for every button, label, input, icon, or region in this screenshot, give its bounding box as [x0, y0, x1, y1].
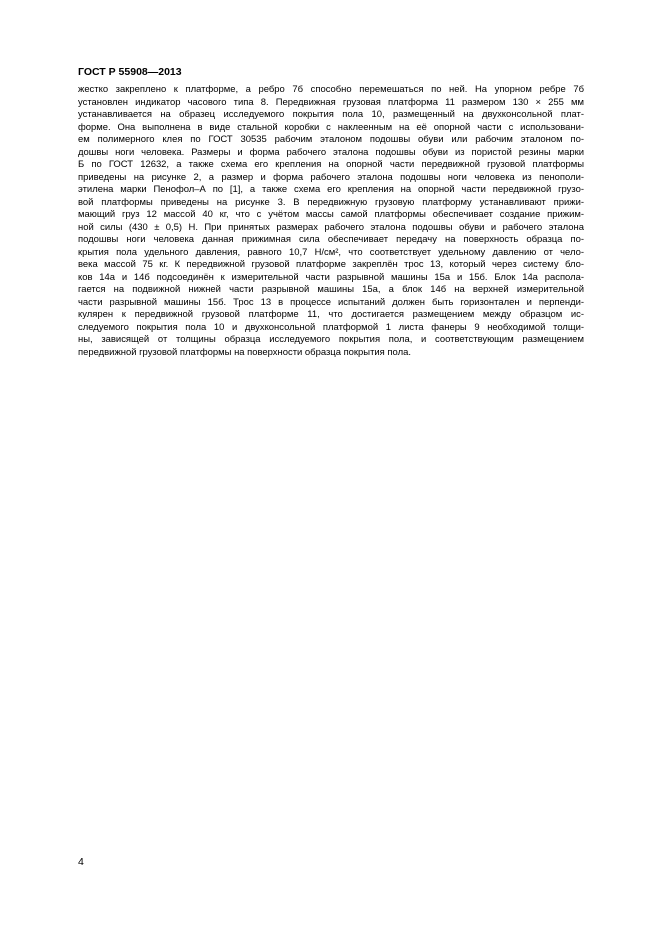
- text-line: ны, зависящей от толщины образца исследуемого покрытия пола, и соответствующим размещением: [78, 334, 584, 345]
- text-line: передвижной грузовой платформы на поверхности образца покрытия пола.: [78, 346, 411, 358]
- text-line: дошвы ноги человека. Размеры и форма рабочего эталона подошвы обуви из пористой резины марки: [78, 146, 584, 158]
- text-line: приведены на рисунке 2, а размер и форма рабочего эталона подошвы ноги человека из пенополи-: [78, 171, 584, 183]
- text-line: части разрывной машины 15б. Трос 13 в процессе испытаний должен быть горизонтален и перпенди-: [78, 296, 584, 308]
- text-line: мающий груз 12 массой 40 кг, что с учётом массы самой платформы обеспечивает создание прижим-: [78, 209, 584, 220]
- text-line: устанавливается на образец исследуемого покрытия пола 10, размещенный на двухконсольной плат-: [78, 109, 584, 120]
- text-line: подошвы ноги человека данная прижимная сила обеспечивает передачу на поверхность образца по-: [78, 234, 584, 245]
- text-line: жестко закреплено к платформе, а ребро 7б способно перемешаться по ней. На упорном ребре 7б: [78, 84, 584, 95]
- text-line: ков 14а и 14б подсоединён к измерительной части разрывной машины 15а и 15б. Блок 14а распола-: [78, 271, 584, 283]
- text-line: этилена марки Пенофол–А по [1], а также схема его крепления на опорной части передвижной грузо-: [78, 184, 584, 195]
- body-paragraph: [78, 84, 584, 359]
- text-line: крытия пола удельного давления, равного 10,7 Н/см², что соответствует удельному давлению от чело-: [78, 246, 584, 258]
- text-line: установлен индикатор часового типа 8. Передвижная грузовая платформа 11 размером 130 × 255 мм: [78, 96, 584, 108]
- text-line: кулярен к передвижной грузовой платформе 11, что достигается размещением между образцом ис-: [78, 309, 584, 320]
- document-header: ГОСТ Р 55908—2013: [78, 66, 182, 78]
- text-line: вой платформы приведены на рисунке 3. В передвижную грузовую платформу устанавливают прижи-: [78, 196, 584, 208]
- page-number: 4: [78, 856, 84, 868]
- text-line: гается на подвижной нижней части разрывной машины 15а, а блок 14б на верхней измерительной: [78, 284, 584, 295]
- text-line: форме. Она выполнена в виде стальной коробки с наклеенным на её опорной части с использовани-: [78, 121, 584, 133]
- text-line: века массой 75 кг. К передвижной грузовой платформе закреплён трос 13, который через систему бло-: [78, 259, 584, 270]
- text-line: следуемого покрытия пола 10 и двухконсольной платформой 1 листа фанеры 9 необходимой толщи-: [78, 321, 584, 333]
- text-line: Б по ГОСТ 12632, а также схема его крепления на опорной части передвижной грузовой платформы: [78, 159, 584, 170]
- text-line: ной силы (430 ± 0,5) Н. При принятых размерах рабочего эталона подошвы обуви и рабочего эталона: [78, 221, 584, 233]
- text-line: ем полимерного клея по ГОСТ 30535 рабочим эталоном подошвы обуви или рабочим эталоном по-: [78, 134, 584, 145]
